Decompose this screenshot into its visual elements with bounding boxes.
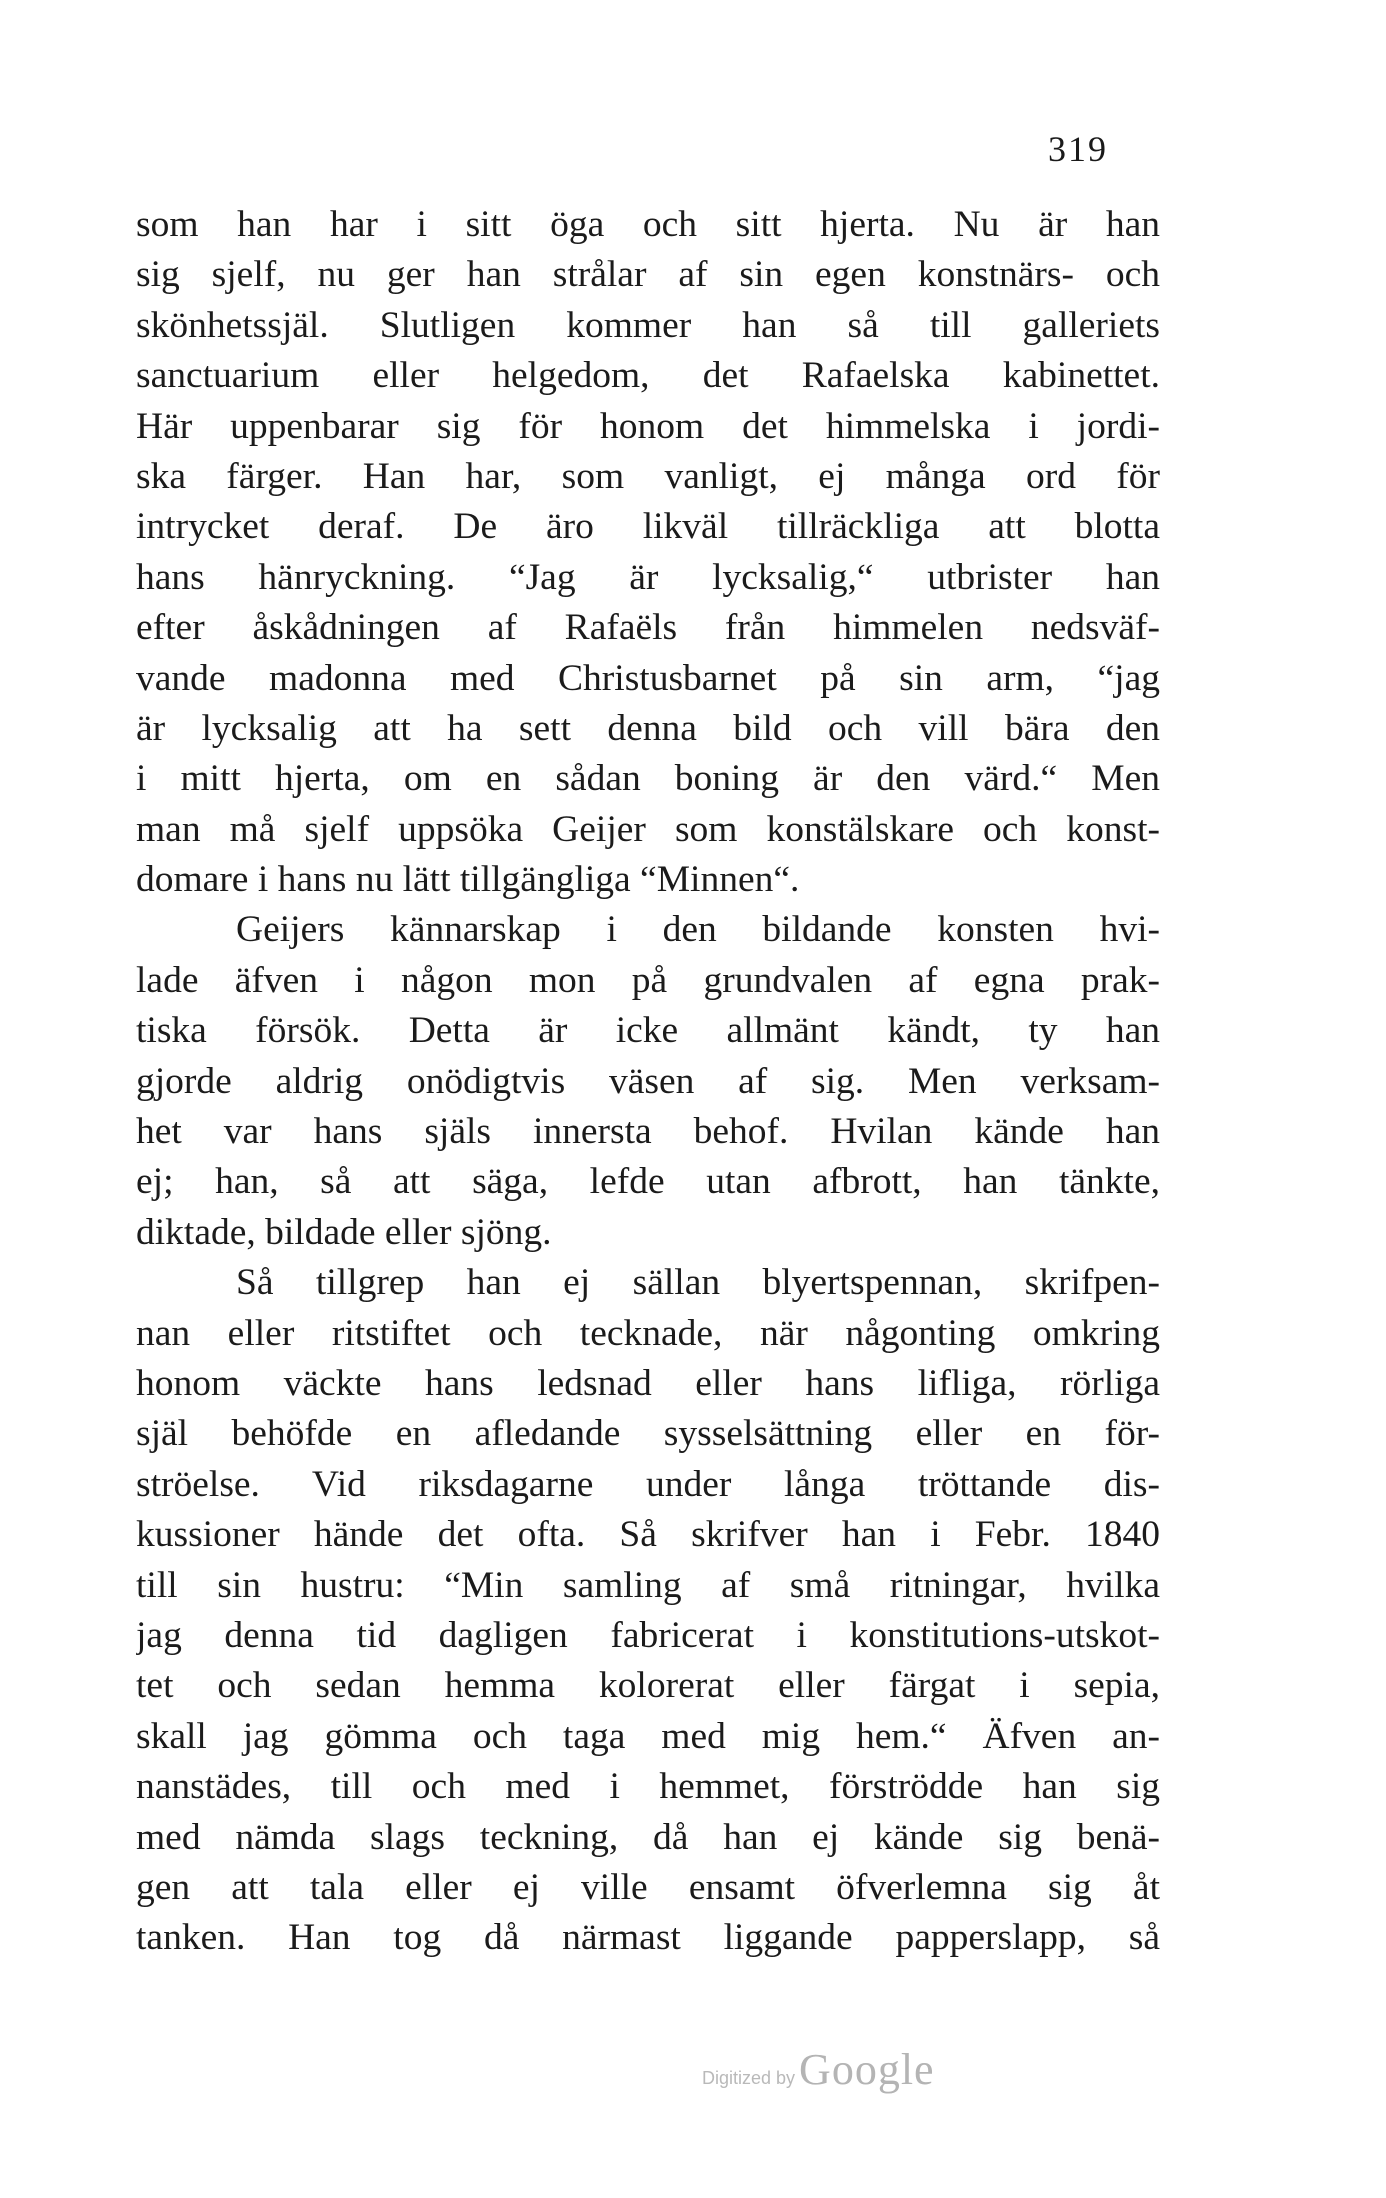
text-line: jag denna tid dagligen fabricerat i konstitutions-utskot- [136, 1614, 1160, 1656]
text-line: gen att tala eller ej ville ensamt öfverlemna sig åt [136, 1866, 1160, 1908]
text-line: domare i hans nu lätt tillgängliga “Minnen“. [136, 859, 800, 901]
text-line: tiska försök. Detta är icke allmänt kändt, ty han [136, 1010, 1160, 1052]
text-line: sanctuarium eller helgedom, det Rafaelska kabinettet. [136, 355, 1160, 397]
body-text [136, 200, 1160, 1964]
text-line: skall jag gömma och taga med mig hem.“ Äfven an- [136, 1715, 1160, 1757]
text-line: skönhetssjäl. Slutligen kommer han så till galleriets [136, 304, 1160, 346]
text-line-paragraph-start: Så tillgrep han ej sällan blyertspennan, skrifpen- [236, 1262, 1160, 1304]
text-line: het var hans själs innersta behof. Hvilan kände han [136, 1111, 1160, 1153]
text-line: vande madonna med Christusbarnet på sin arm, “jag [136, 657, 1160, 699]
text-line: är lycksalig att ha sett denna bild och vill bära den [136, 707, 1160, 749]
text-line: honom väckte hans ledsnad eller hans lifliga, rörliga [136, 1362, 1160, 1404]
text-line: nan eller ritstiftet och tecknade, när någonting omkring [136, 1312, 1160, 1354]
text-line: till sin hustru: “Min samling af små ritningar, hvilka [136, 1564, 1160, 1606]
text-line: i mitt hjerta, om en sådan boning är den värd.“ Men [136, 758, 1160, 800]
text-line: med nämda slags teckning, då han ej kände sig benä- [136, 1816, 1160, 1858]
text-line: diktade, bildade eller sjöng. [136, 1211, 552, 1253]
text-line: som han har i sitt öga och sitt hjerta. Nu är han [136, 204, 1160, 245]
watermark-prefix: Digitized by [702, 2068, 796, 2088]
text-line: tanken. Han tog då närmast liggande papperslapp, så [136, 1917, 1160, 1959]
text-line: kussioner hände det ofta. Så skrifver han i Febr. 1840 [136, 1514, 1160, 1556]
text-line: själ behöfde en afledande sysselsättning eller en för- [136, 1413, 1160, 1455]
text-line: efter åskådningen af Rafaëls från himmelen nedsväf- [136, 607, 1160, 649]
google-logo: Google [799, 2045, 935, 2094]
page-number: 319 [1048, 129, 1108, 169]
text-line: tet och sedan hemma kolorerat eller färgat i sepia, [136, 1665, 1160, 1707]
text-line: ströelse. Vid riksdagarne under långa tröttande dis- [136, 1463, 1160, 1505]
text-line: ej; han, så att säga, lefde utan afbrott, han tänkte, [136, 1161, 1160, 1203]
text-line: intrycket deraf. De äro likväl tillräckliga att blotta [136, 506, 1160, 548]
text-line: nanstädes, till och med i hemmet, förströdde han sig [136, 1766, 1160, 1808]
text-line: Här uppenbarar sig för honom det himmelska i jordi- [136, 405, 1160, 447]
text-line: man må sjelf uppsöka Geijer som konstälskare och konst- [136, 808, 1160, 850]
text-line-paragraph-start: Geijers kännarskap i den bildande konsten hvi- [236, 909, 1160, 951]
text-line: gjorde aldrig onödigtvis väsen af sig. Men verksam- [136, 1060, 1160, 1102]
text-line: ska färger. Han har, som vanligt, ej många ord för [136, 455, 1160, 497]
text-line: lade äfven i någon mon på grundvalen af egna prak- [136, 959, 1160, 1001]
digitized-watermark [702, 2044, 935, 2094]
text-line: sig sjelf, nu ger han strålar af sin egen konstnärs- och [136, 254, 1160, 296]
text-line: hans hänryckning. “Jag är lycksalig,“ utbrister han [136, 556, 1160, 598]
